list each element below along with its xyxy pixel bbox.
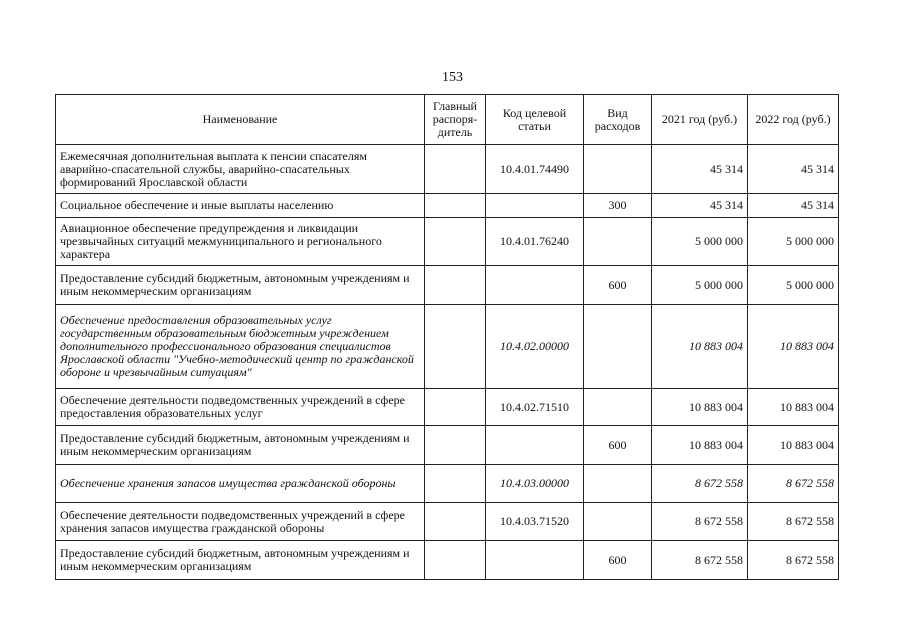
table-row xyxy=(56,426,839,465)
cell-main-manager xyxy=(425,305,486,389)
cell-expense-type xyxy=(584,503,652,541)
cell-year-2022: 5 000 000 xyxy=(748,266,839,305)
cell-name: Обеспечение хранения запасов имущества гражданской обороны xyxy=(56,465,425,503)
cell-year-2021: 45 314 xyxy=(652,145,748,194)
header-target-code: Код целевой статьи xyxy=(486,95,584,145)
header-name: Наименование xyxy=(56,95,425,145)
header-expense-type: Вид расходов xyxy=(584,95,652,145)
table-row xyxy=(56,266,839,305)
header-year-2022: 2022 год (руб.) xyxy=(748,95,839,145)
cell-main-manager xyxy=(425,266,486,305)
cell-year-2022: 8 672 558 xyxy=(748,541,839,580)
cell-target-code xyxy=(486,194,584,218)
header-year-2021: 2021 год (руб.) xyxy=(652,95,748,145)
cell-name: Обеспечение деятельности подведомственных учреждений в сфере предоставления образовательных услуг xyxy=(56,389,425,426)
cell-expense-type xyxy=(584,305,652,389)
cell-name: Предоставление субсидий бюджетным, автономным учреждениям и иным некоммерческим организациям xyxy=(56,426,425,465)
cell-year-2021: 45 314 xyxy=(652,194,748,218)
cell-year-2021: 5 000 000 xyxy=(652,266,748,305)
table-row xyxy=(56,541,839,580)
table-row xyxy=(56,218,839,266)
cell-main-manager xyxy=(425,426,486,465)
cell-year-2021: 5 000 000 xyxy=(652,218,748,266)
cell-year-2021: 8 672 558 xyxy=(652,465,748,503)
cell-expense-type xyxy=(584,218,652,266)
cell-year-2022: 8 672 558 xyxy=(748,503,839,541)
cell-main-manager xyxy=(425,541,486,580)
cell-target-code: 10.4.03.71520 xyxy=(486,503,584,541)
table-row xyxy=(56,194,839,218)
cell-target-code: 10.4.03.00000 xyxy=(486,465,584,503)
cell-main-manager xyxy=(425,503,486,541)
cell-name: Авиационное обеспечение предупреждения и ликвидации чрезвычайных ситуаций межмуниципального и регионального характера xyxy=(56,218,425,266)
cell-year-2021: 10 883 004 xyxy=(652,305,748,389)
cell-year-2022: 10 883 004 xyxy=(748,389,839,426)
cell-target-code xyxy=(486,541,584,580)
cell-main-manager xyxy=(425,389,486,426)
cell-year-2021: 10 883 004 xyxy=(652,389,748,426)
cell-name: Обеспечение деятельности подведомственных учреждений в сфере хранения запасов имущества гражданской обороны xyxy=(56,503,425,541)
cell-expense-type: 300 xyxy=(584,194,652,218)
cell-year-2022: 10 883 004 xyxy=(748,305,839,389)
table-row xyxy=(56,305,839,389)
budget-table xyxy=(55,94,839,580)
cell-main-manager xyxy=(425,194,486,218)
cell-name: Обеспечение предоставления образовательных услуг государственным образовательным бюджетным учреждением дополнительного профессионального образования специалистов Ярославской области "Учебно-методический центр по гражданской обороне и чрезвычайным ситуациям" xyxy=(56,305,425,389)
page-number: 153 xyxy=(442,70,463,85)
cell-name: Предоставление субсидий бюджетным, автономным учреждениям и иным некоммерческим организациям xyxy=(56,266,425,305)
cell-expense-type: 600 xyxy=(584,541,652,580)
header-main-manager: Главный распоря-дитель xyxy=(425,95,486,145)
cell-year-2022: 45 314 xyxy=(748,145,839,194)
cell-target-code xyxy=(486,426,584,465)
cell-year-2022: 45 314 xyxy=(748,194,839,218)
cell-year-2021: 8 672 558 xyxy=(652,541,748,580)
cell-target-code: 10.4.01.74490 xyxy=(486,145,584,194)
cell-year-2021: 10 883 004 xyxy=(652,426,748,465)
table-header-row xyxy=(56,95,839,145)
cell-expense-type: 600 xyxy=(584,266,652,305)
cell-expense-type: 600 xyxy=(584,426,652,465)
cell-expense-type xyxy=(584,145,652,194)
cell-name: Предоставление субсидий бюджетным, автономным учреждениям и иным некоммерческим организациям xyxy=(56,541,425,580)
table-row xyxy=(56,145,839,194)
cell-name: Ежемесячная дополнительная выплата к пенсии спасателям аварийно-спасательной службы, аварийно-спасательных формирований Ярославской области xyxy=(56,145,425,194)
cell-main-manager xyxy=(425,145,486,194)
cell-target-code: 10.4.02.71510 xyxy=(486,389,584,426)
cell-target-code: 10.4.01.76240 xyxy=(486,218,584,266)
cell-year-2022: 8 672 558 xyxy=(748,465,839,503)
cell-main-manager xyxy=(425,218,486,266)
cell-target-code: 10.4.02.00000 xyxy=(486,305,584,389)
cell-expense-type xyxy=(584,465,652,503)
cell-name: Социальное обеспечение и иные выплаты населению xyxy=(56,194,425,218)
cell-expense-type xyxy=(584,389,652,426)
cell-year-2021: 8 672 558 xyxy=(652,503,748,541)
cell-year-2022: 10 883 004 xyxy=(748,426,839,465)
cell-year-2022: 5 000 000 xyxy=(748,218,839,266)
cell-main-manager xyxy=(425,465,486,503)
table-row xyxy=(56,389,839,426)
cell-target-code xyxy=(486,266,584,305)
table-row xyxy=(56,503,839,541)
table-row xyxy=(56,465,839,503)
